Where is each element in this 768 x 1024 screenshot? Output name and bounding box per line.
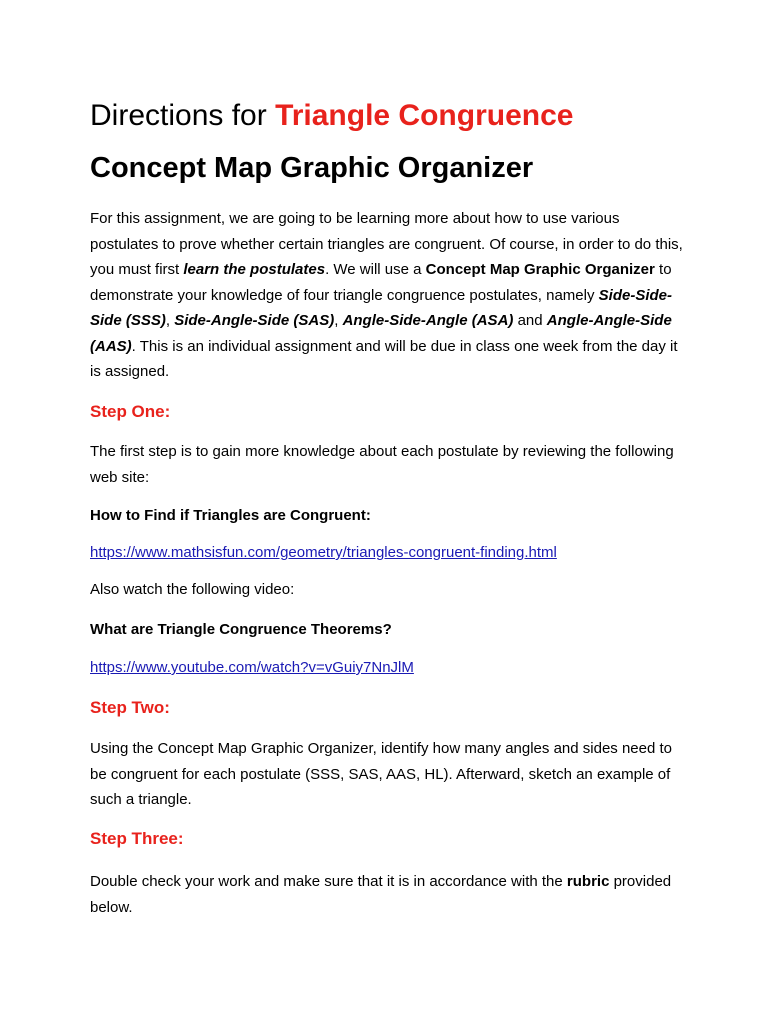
intro-text-4: ,	[165, 312, 175, 329]
step-three-text-2: provided below.	[90, 873, 672, 916]
page-title	[90, 96, 573, 136]
intro-text-2: . We will use a	[325, 261, 426, 278]
video-link[interactable]: https://www.youtube.com/watch?v=vGuiy7NnJlM	[90, 659, 414, 676]
site-title: How to Find if Triangles are Congruent:	[90, 507, 371, 524]
step-one-text: The first step is to gain more knowledge about each postulate by reviewing the following web site:	[90, 443, 674, 486]
step-two-text: Using the Concept Map Graphic Organizer, identify how many angles and sides need to be congruent for each postulate (SSS, SAS, AAS, HL). Afterward, sketch an example of such a triangle.	[90, 740, 672, 808]
intro-asa: Angle-Side-Angle (ASA)	[342, 312, 514, 329]
video-intro: Also watch the following video:	[90, 581, 295, 598]
intro-learn-postulates: learn the postulates	[183, 261, 326, 278]
rubric-term: rubric	[566, 873, 610, 890]
step-two-heading: Step Two:	[90, 698, 170, 717]
intro-sss: Side-Side-Side (SSS)	[90, 286, 672, 329]
intro-text-3: to demonstrate your knowledge of four triangle congruence postulates, namely	[90, 261, 672, 304]
intro-paragraph	[90, 206, 690, 385]
intro-sas: Side-Angle-Side (SAS)	[174, 312, 335, 329]
step-three-heading: Step Three:	[90, 829, 184, 848]
title-prefix: Directions for	[90, 99, 276, 132]
site-link[interactable]: https://www.mathsisfun.com/geometry/triangles-congruent-finding.html	[90, 544, 557, 561]
video-title: What are Triangle Congruence Theorems?	[90, 621, 392, 638]
intro-text-6: and	[513, 312, 547, 329]
step-three-text-1: Double check your work and make sure that it is in accordance with the	[90, 873, 567, 890]
intro-text-1: For this assignment, we are going to be learning more about how to use various postulates to prove whether certain triangles are congruent. Of course, in order to do this, you must first	[90, 210, 683, 278]
step-one-heading: Step One:	[90, 402, 171, 421]
page-subtitle: Concept Map Graphic Organizer	[90, 152, 534, 184]
step-three-text	[90, 869, 690, 920]
intro-aas: Angle-Angle-Side (AAS)	[90, 312, 672, 355]
intro-concept-map: Concept Map Graphic Organizer	[425, 261, 655, 278]
title-accent: Triangle Congruence	[275, 99, 574, 132]
intro-text-5: ,	[334, 312, 343, 329]
intro-text-7: . This is an individual assignment and will be due in class one week from the day it is assigned.	[90, 337, 678, 380]
